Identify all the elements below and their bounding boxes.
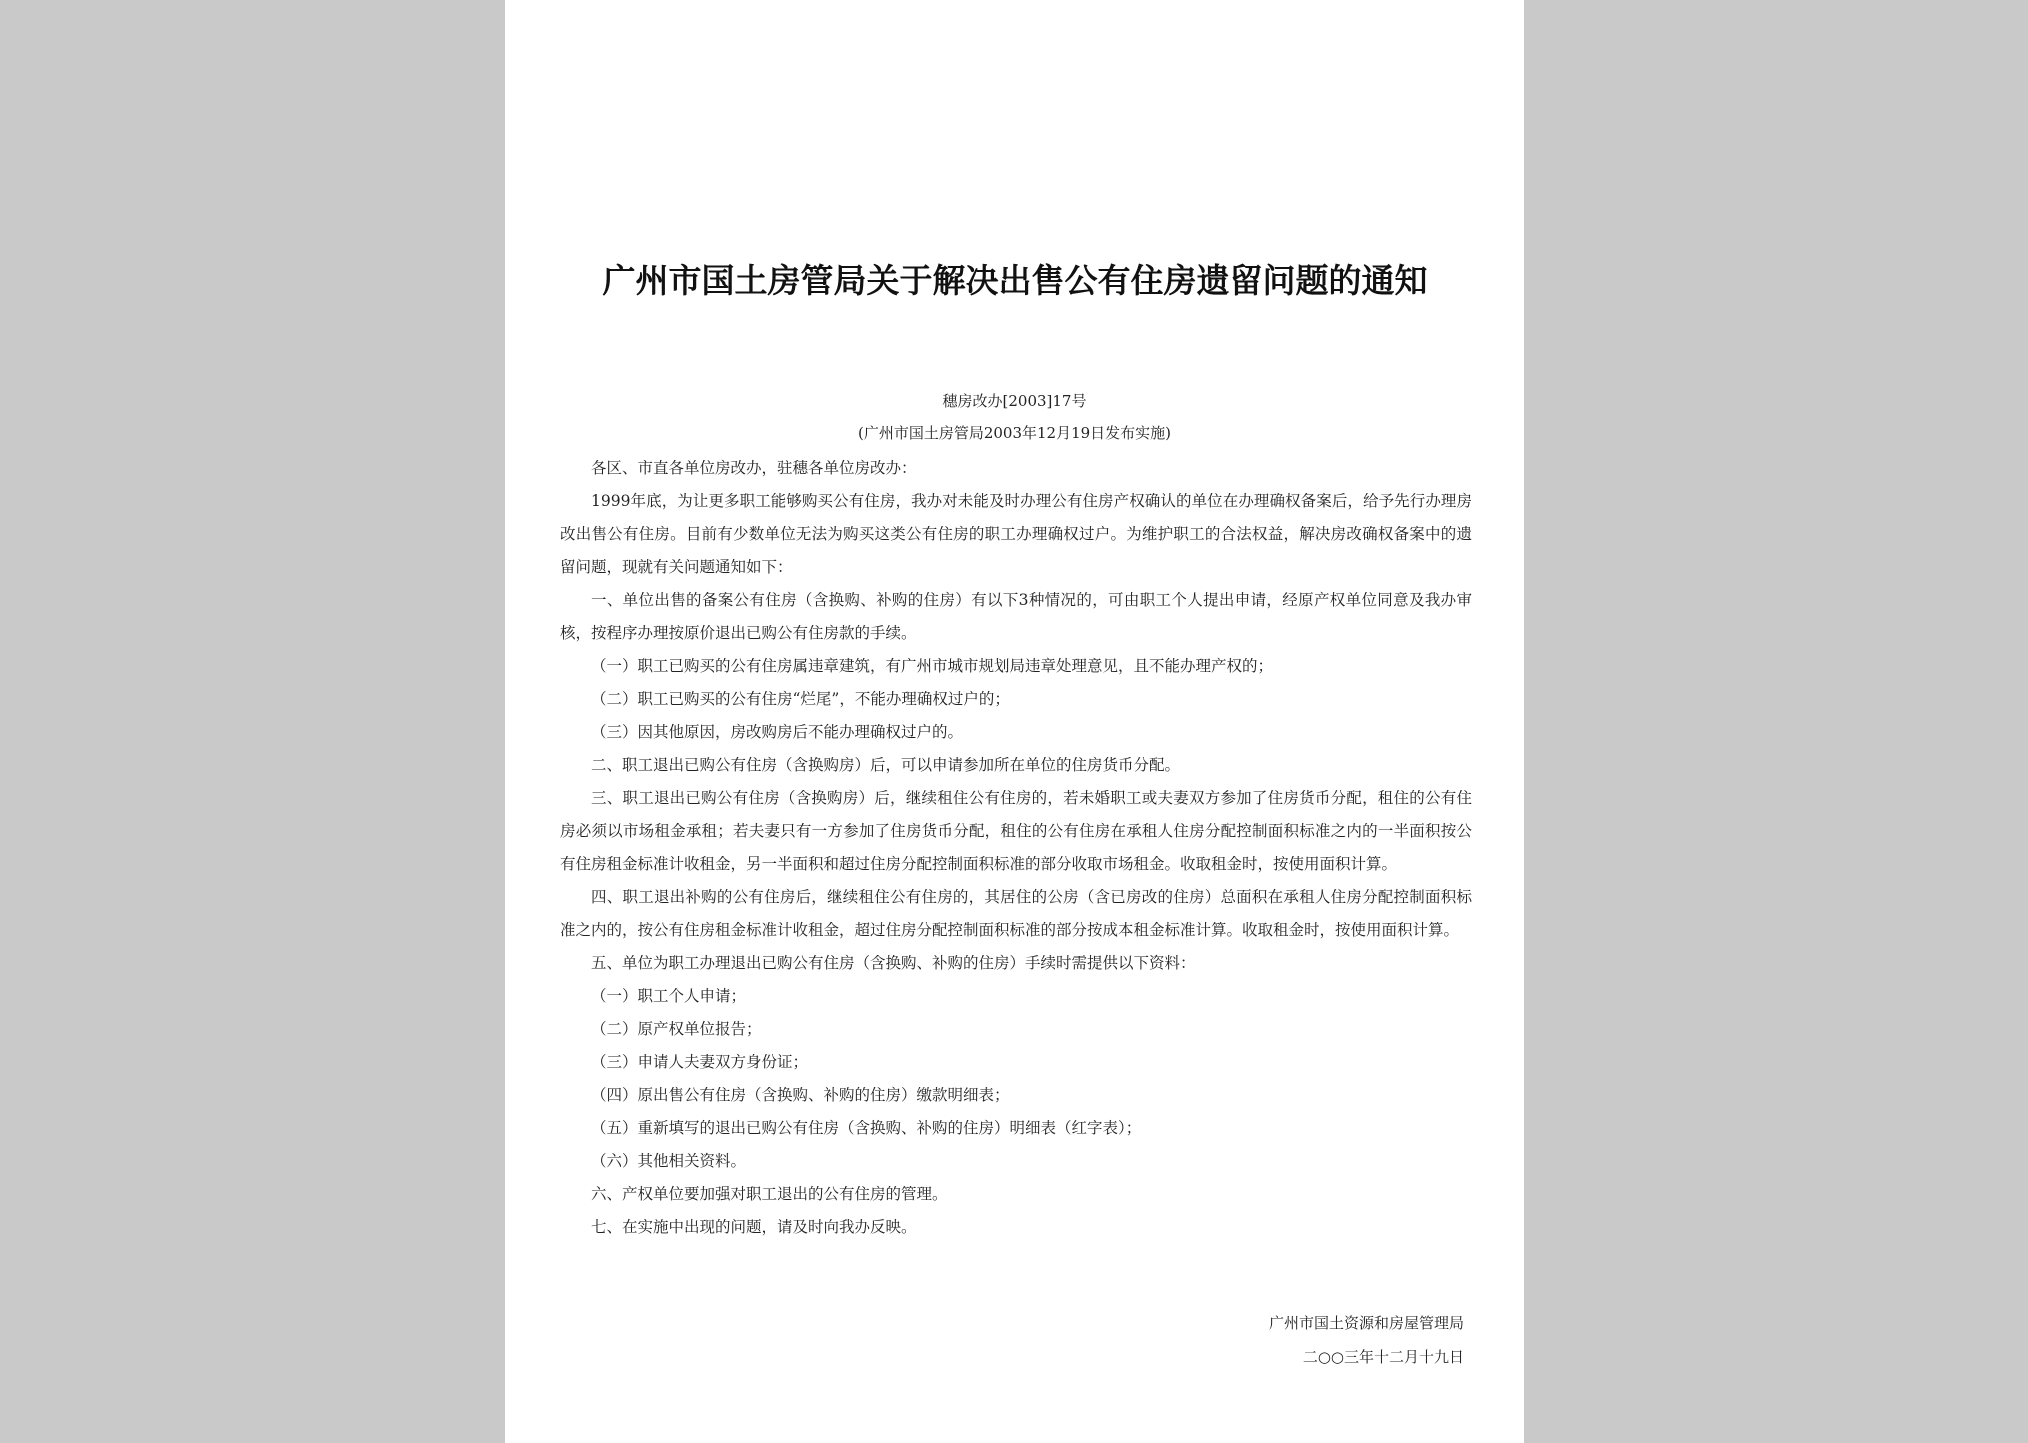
clause-2: 二、职工退出已购公有住房（含换购房）后，可以申请参加所在单位的住房货币分配。: [591, 756, 1181, 774]
issuing-authority: 广州市国土资源和房屋管理局: [1268, 1314, 1464, 1332]
clause-5-item-2: （二）原产权单位报告；: [591, 1020, 762, 1038]
clause-1-item-3: （三）因其他原因，房改购房后不能办理确权过户的。: [591, 723, 964, 741]
issue-note: (广州市国土房管局2003年12月19日发布实施): [857, 424, 1172, 442]
document-page: [505, 0, 1524, 1443]
document-number: 穗房改办[2003]17号: [942, 392, 1087, 410]
clause-5-item-1: （一）职工个人申请；: [591, 987, 747, 1005]
clause-7: 七、在实施中出现的问题，请及时向我办反映。: [591, 1218, 917, 1236]
clause-5-item-4: （四）原出售公有住房（含换购、补购的住房）缴款明细表；: [591, 1086, 1010, 1104]
clause-6: 六、产权单位要加强对职工退出的公有住房的管理。: [591, 1185, 948, 1203]
clause-1-item-1: （一）职工已购买的公有住房属违章建筑，有广州市城市规划局违章处理意见，且不能办理产权的；: [591, 657, 1274, 675]
clause-1-item-2: （二）职工已购买的公有住房“烂尾”，不能办理确权过户的；: [591, 690, 1010, 708]
clause-5-item-6: （六）其他相关资料。: [591, 1152, 747, 1170]
clause-5: 五、单位为职工办理退出已购公有住房（含换购、补购的住房）手续时需提供以下资料：: [591, 954, 1196, 972]
clause-3: 三、职工退出已购公有住房（含换购房）后，继续租住公有住房的，若未婚职工或夫妻双方参加了住房货币分配，租住的公有住房必须以市场租金承租；若夫妻只有一方参加了住房货币分配，租住的公有住房在承租人住房分配控制面积标准之内的一半面积按公有住房租金标准计收租金，另一半面积和超过住房分配控制面积标准的部分收取市场租金。收取租金时，按使用面积计算。: [560, 789, 1472, 873]
document-title: 广州市国土房管局关于解决出售公有住房遗留问题的通知: [602, 261, 1428, 300]
document-body: [560, 452, 1472, 1244]
clause-5-item-5: （五）重新填写的退出已购公有住房（含换购、补购的住房）明细表（红字表）；: [591, 1119, 1142, 1137]
clause-5-item-3: （三）申请人夫妻双方身份证；: [591, 1053, 809, 1071]
salutation: 各区、市直各单位房改办，驻穗各单位房改办：: [591, 459, 917, 477]
clause-4: 四、职工退出补购的公有住房后，继续租住公有住房的，其居住的公房（含已房改的住房）总面积在承租人住房分配控制面积标准之内的，按公有住房租金标准计收租金，超过住房分配控制面积标准的部分按成本租金标准计算。收取租金时，按使用面积计算。: [560, 888, 1472, 939]
clause-1: 一、单位出售的备案公有住房（含换购、补购的住房）有以下3种情况的，可由职工个人提出申请，经原产权单位同意及我办审核，按程序办理按原价退出已购公有住房款的手续。: [560, 591, 1472, 642]
intro-paragraph: 1999年底，为让更多职工能够购买公有住房，我办对未能及时办理公有住房产权确认的单位在办理确权备案后，给予先行办理房改出售公有住房。目前有少数单位无法为购买这类公有住房的职工办理确权过户。为维护职工的合法权益，解决房改确权备案中的遗留问题，现就有关问题通知如下：: [560, 492, 1472, 576]
document-date: 二○○三年十二月十九日: [1302, 1348, 1464, 1366]
